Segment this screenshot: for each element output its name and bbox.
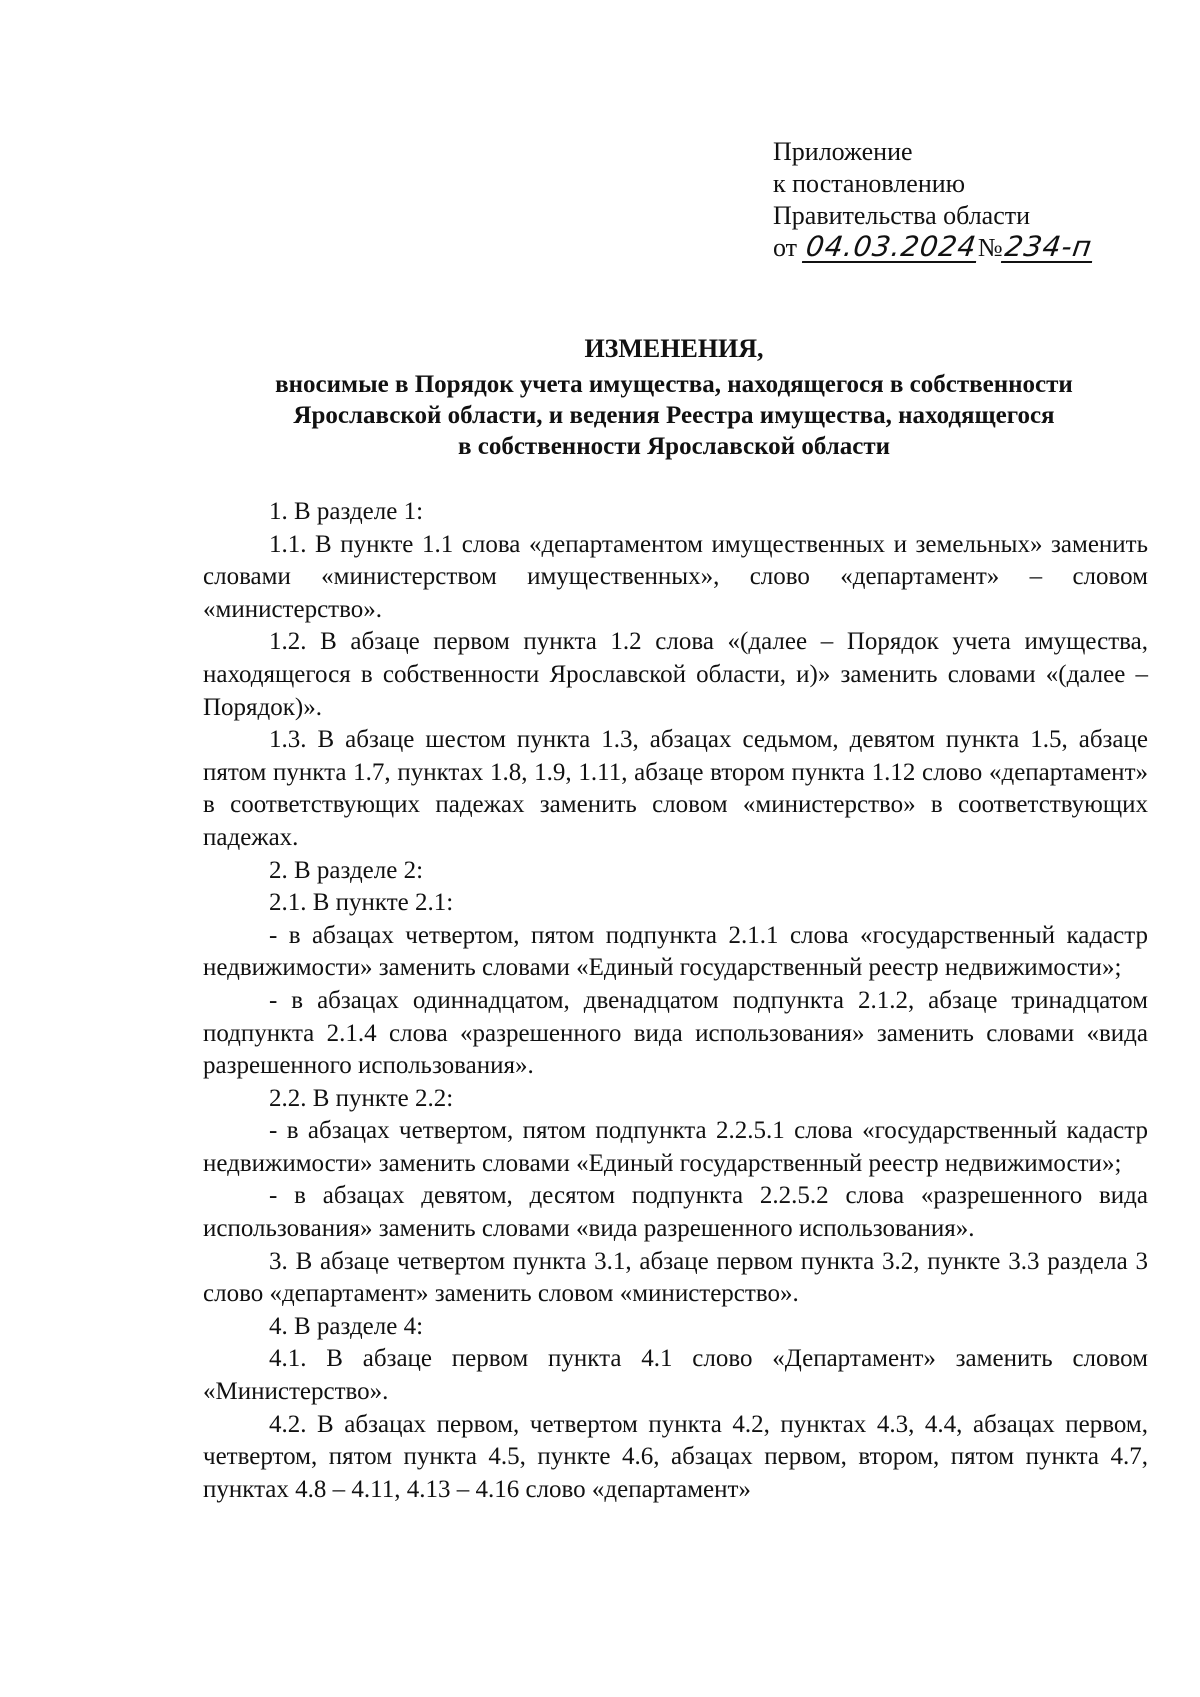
title-line-2: Ярославской области, и ведения Реестра имущества, находящегося	[293, 402, 1055, 429]
appendix-block	[773, 136, 1094, 264]
title-line-3: в собственности Ярославской области	[457, 433, 891, 460]
paragraph: 2. В разделе 2:	[269, 856, 424, 884]
number-sign: №	[977, 233, 1003, 262]
title-line-1: вносимые в Порядок учета имущества, находящегося в собственности	[275, 371, 1073, 398]
paragraph: 1.2. В абзаце первом пункта 1.2 слова «(далее – Порядок учета имущества, находящегося в собственности Ярославской области, и)» заменить словами «(далее – Порядок)».	[203, 628, 1148, 721]
handwritten-number: 234-п	[1002, 230, 1095, 263]
document-body	[203, 496, 1148, 1506]
date-prefix: от	[773, 233, 798, 262]
paragraph: 1.1. В пункте 1.1 слова «департаментом имущественных и земельных» заменить словами «министерством имущественных», слово «департамент» – словом «министерство».	[203, 530, 1148, 623]
paragraph: 4.2. В абзацах первом, четвертом пункта 4.2, пунктах 4.3, 4.4, абзацах первом, четвертом, пятом пункта 4.5, пункте 4.6, абзацах первом, втором, пятом пункта 4.7, пунктах 4.8 – 4.11, 4.13 – 4.16 слово «департамент»	[203, 1410, 1148, 1503]
title-main: ИЗМЕНЕНИЯ,	[584, 334, 764, 363]
appendix-line-1: Приложение	[773, 137, 913, 166]
paragraph: - в абзацах девятом, десятом подпункта 2.2.5.2 слова «разрешенного вида использования» заменить словами «вида разрешенного использования».	[203, 1182, 1148, 1243]
paragraph: 2.2. В пункте 2.2:	[269, 1084, 454, 1112]
paragraph: 3. В абзаце четвертом пункта 3.1, абзаце первом пункта 3.2, пункте 3.3 раздела 3 слово «департамент» заменить словом «министерство».	[203, 1247, 1148, 1308]
paragraph: - в абзацах одиннадцатом, двенадцатом подпункта 2.1.2, абзаце тринадцатом подпункта 2.1.4 слова «разрешенного вида использования» заменить словами «вида разрешенного использования».	[203, 986, 1148, 1080]
paragraph: 2.1. В пункте 2.1:	[269, 889, 454, 917]
document-title	[200, 333, 1148, 462]
appendix-line-3: Правительства области	[773, 201, 1031, 230]
paragraph: - в абзацах четвертом, пятом подпункта 2.1.1 слова «государственный кадастр недвижимости» заменить словами «Единый государственный реестр недвижимости»;	[203, 921, 1148, 982]
handwritten-date: 04.03.2024	[803, 230, 979, 263]
paragraph: 4.1. В абзаце первом пункта 4.1 слово «Департамент» заменить словом «Министерство».	[203, 1345, 1148, 1406]
paragraph: - в абзацах четвертом, пятом подпункта 2.2.5.1 слова «государственный кадастр недвижимости» заменить словами «Единый государственный реестр недвижимости»;	[203, 1117, 1148, 1177]
appendix-line-2: к постановлению	[773, 169, 966, 198]
paragraph: 1.3. В абзаце шестом пункта 1.3, абзацах седьмом, девятом пункта 1.5, абзаце пятом пункта 1.7, пунктах 1.8, 1.9, 1.11, абзаце втором пункта 1.12 слово «департамент» в соответствующих падежах заменить словом «министерство» в соответствующих падежах.	[203, 726, 1148, 851]
appendix-date-line	[773, 232, 1094, 264]
paragraph: 4. В разделе 4:	[269, 1312, 424, 1340]
paragraph: 1. В разделе 1:	[269, 498, 424, 525]
